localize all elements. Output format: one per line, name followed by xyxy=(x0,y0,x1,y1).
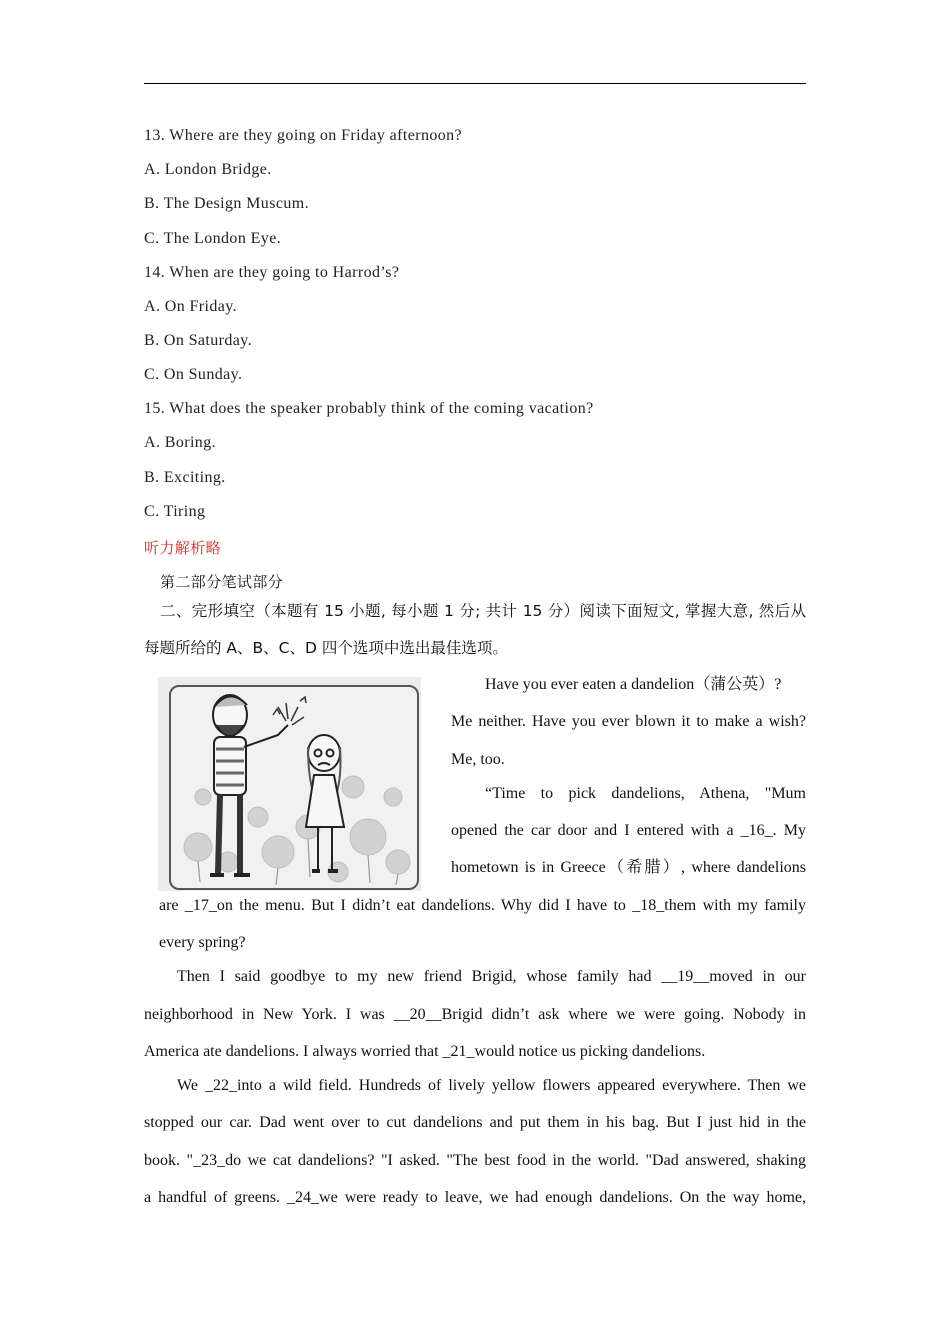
question-14: 14. When are they going to Harrod’s? xyxy=(144,264,400,281)
option-15c: C. Tiring xyxy=(144,503,206,520)
part2-title: 第二部分笔试部分 xyxy=(160,573,284,591)
listening-note: 听力解析略 xyxy=(144,539,222,557)
passage-p4-line1: We _22_into a wild field. Hundreds of lively yellow flowers appeared everywhere. Then we xyxy=(177,1077,806,1094)
passage-p4-line3: book. "_23_do we cat dandelions? "I asked. "The best food in the world. "Dad answered, shaking xyxy=(144,1152,806,1169)
passage-p2-line4: are _17_on the menu. But I didn’t eat dandelions. Why did I have to _18_them with my family xyxy=(159,897,806,914)
option-14b: B. On Saturday. xyxy=(144,332,253,349)
option-13a: A. London Bridge. xyxy=(144,161,272,178)
story-illustration xyxy=(158,677,421,891)
passage-p2-line3: hometown is in Greece（希腊）, where dandelions xyxy=(451,859,806,876)
question-13: 13. Where are they going on Friday afternoon? xyxy=(144,127,463,144)
instructions-line-2: 每题所给的 A、B、C、D 四个选项中选出最佳选项。 xyxy=(144,639,508,657)
passage-p4-line2: stopped our car. Dad went over to cut dandelions and put them in his bag. But I just hid in the xyxy=(144,1114,806,1131)
passage-p2-line1: “Time to pick dandelions, Athena, "Mum xyxy=(485,785,806,802)
passage-p1-line1: Have you ever eaten a dandelion（蒲公英）? xyxy=(485,676,782,693)
passage-p3-line3: America ate dandelions. I always worried that _21_would notice us picking dandelions. xyxy=(144,1043,706,1060)
option-13b: B. The Design Muscum. xyxy=(144,195,309,212)
passage-p1-line3: Me, too. xyxy=(451,751,505,768)
option-15b: B. Exciting. xyxy=(144,469,226,486)
option-14c: C. On Sunday. xyxy=(144,366,243,383)
passage-p3-line2: neighborhood in New York. I was __20__Brigid didn’t ask where we were going. Nobody in xyxy=(144,1006,806,1023)
passage-p4-line4: a handful of greens. _24_we were ready to leave, we had enough dandelions. On the way home, xyxy=(144,1189,806,1206)
instructions-line-1: 二、完形填空（本题有 15 小题, 每小题 1 分; 共计 15 分）阅读下面短文, 掌握大意, 然后从 xyxy=(160,602,806,620)
passage-p1-line2: Me neither. Have you ever blown it to make a wish? xyxy=(451,713,806,730)
option-15a: A. Boring. xyxy=(144,434,216,451)
passage-p2-line2: opened the car door and I entered with a _16_. My xyxy=(451,822,806,839)
option-13c: C. The London Eye. xyxy=(144,230,282,247)
header-rule xyxy=(144,83,806,84)
question-15: 15. What does the speaker probably think of the coming vacation? xyxy=(144,400,594,417)
passage-p2-line5: every spring? xyxy=(159,934,246,951)
option-14a: A. On Friday. xyxy=(144,298,238,315)
passage-p3-line1: Then I said goodbye to my new friend Brigid, whose family had __19__moved in our xyxy=(177,968,806,985)
